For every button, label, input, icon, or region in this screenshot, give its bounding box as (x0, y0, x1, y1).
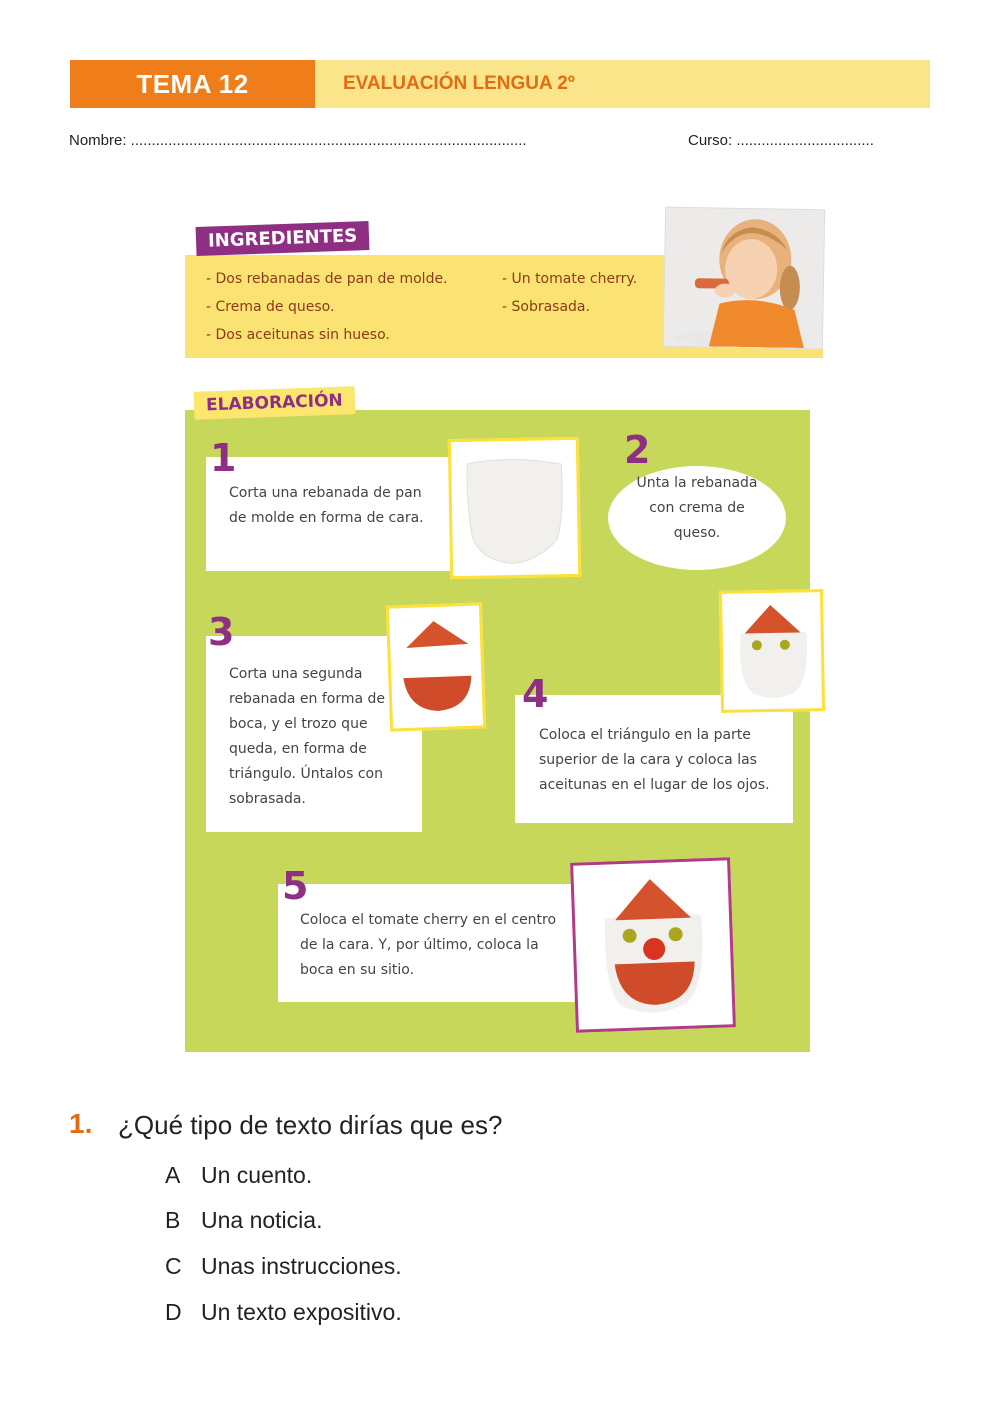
step-5-image (570, 857, 736, 1032)
option-text: Una noticia. (201, 1207, 323, 1233)
option-letter: B (165, 1207, 181, 1233)
question-1-text: ¿Qué tipo de texto dirías que es? (118, 1110, 503, 1140)
option-text: Un cuento. (201, 1162, 313, 1188)
step-4-image (719, 589, 825, 713)
step-1-box (206, 457, 456, 571)
question-1-number: 1. (69, 1108, 93, 1139)
option-letter: C (165, 1253, 182, 1279)
evaluation-title: EVALUACIÓN LENGUA 2º (315, 60, 930, 108)
step-2-number: 2 (624, 428, 651, 472)
step-3-number: 3 (208, 610, 235, 654)
step-3-text: Corta una segunda rebanada en forma de boca, y el trozo que queda, en forma de triángulo. Úntalos con sobrasada. (229, 666, 386, 807)
ingredient-item: - Dos aceitunas sin hueso. (206, 327, 390, 343)
step-4-text: Coloca el triángulo en la parte superior de la cara y coloca las aceitunas en el lugar de los ojos. (539, 727, 770, 793)
ingredient-item: - Crema de queso. (206, 299, 335, 315)
step-5-box (278, 884, 590, 1002)
step-5-text: Coloca el tomate cherry en el centro de la cara. Y, por último, coloca la boca en su sitio. (300, 912, 557, 978)
step-4-number: 4 (522, 672, 549, 716)
step-1-text: Corta una rebanada de pan de molde en forma de cara. (229, 485, 424, 526)
option-b[interactable] (165, 1207, 322, 1234)
child-eating-photo (663, 207, 825, 350)
elaboration-title: ELABORACIÓN (194, 386, 356, 420)
option-letter: D (165, 1299, 182, 1325)
option-d[interactable] (165, 1299, 402, 1326)
nombre-field[interactable]: Nombre: ............................................................................................... (69, 132, 527, 149)
step-1-number: 1 (210, 436, 237, 480)
tema-label: TEMA 12 (70, 60, 315, 108)
option-a[interactable] (165, 1162, 312, 1189)
option-text: Unas instrucciones. (201, 1253, 402, 1279)
step-5-number: 5 (282, 864, 309, 908)
ingredient-item: - Un tomate cherry. (502, 271, 638, 287)
ingredients-title: INGREDIENTES (196, 221, 370, 256)
option-letter: A (165, 1162, 181, 1188)
ingredient-item: - Dos rebanadas de pan de molde. (206, 271, 448, 287)
step-1-image (448, 437, 581, 579)
option-text: Un texto expositivo. (201, 1299, 402, 1325)
curso-field[interactable]: Curso: ................................. (688, 132, 874, 149)
step-2-bubble (608, 466, 786, 570)
step-3-image (386, 602, 486, 731)
ingredient-item: - Sobrasada. (502, 299, 590, 315)
step-2-text: Unta la rebanada con crema de queso. (636, 475, 758, 541)
option-c[interactable] (165, 1253, 402, 1280)
